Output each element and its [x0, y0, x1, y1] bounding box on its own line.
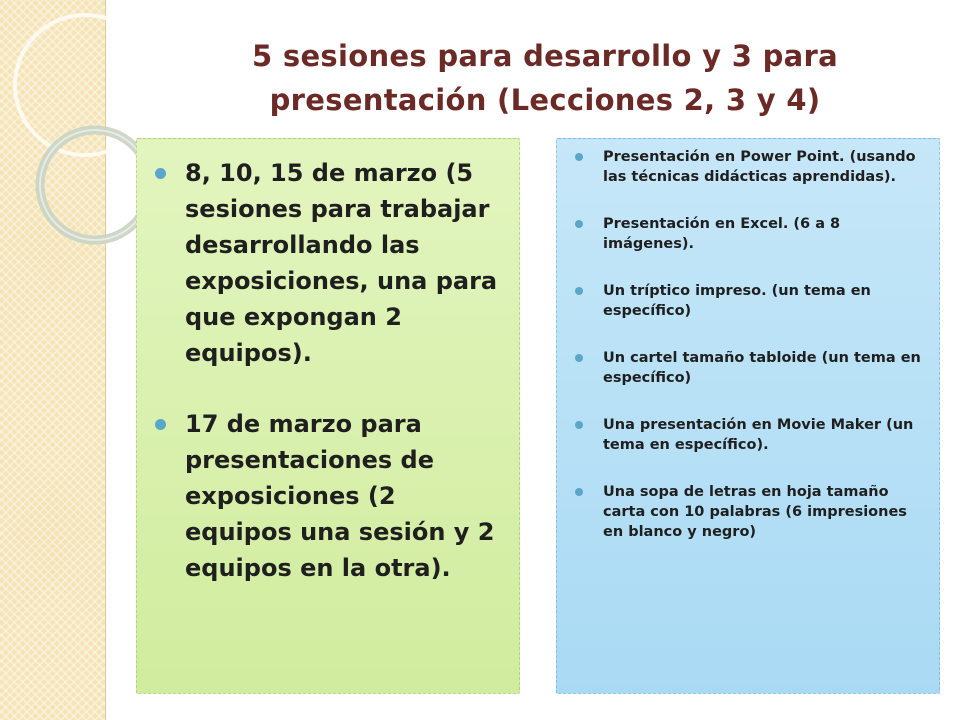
bullet-icon [575, 220, 583, 228]
right-bullet-list [575, 147, 931, 569]
bullet-icon [575, 421, 583, 429]
list-item-text: Presentación en Power Point. (usando las técnicas didácticas aprendidas). [603, 149, 916, 185]
list-item [155, 155, 505, 371]
list-item-text: Un tríptico impreso. (un tema en específico) [603, 283, 871, 319]
list-item [155, 406, 505, 586]
slide-title-line-1: 5 sesiones para desarrollo y 3 para [252, 39, 838, 73]
list-item [575, 214, 931, 254]
list-item [575, 281, 931, 321]
list-item [575, 147, 931, 187]
list-item [575, 348, 931, 388]
bullet-icon [575, 287, 583, 295]
list-item-text: Un cartel tamaño tabloide (un tema en específico) [603, 350, 921, 386]
list-item [575, 482, 931, 542]
slide-title-line-2: presentación (Lecciones 2, 3 y 4) [269, 83, 821, 117]
list-item-text: Presentación en Excel. (6 a 8 imágenes). [603, 216, 841, 252]
left-panel [136, 138, 520, 694]
bullet-icon [155, 168, 166, 179]
list-item [575, 415, 931, 455]
list-item-text: 17 de marzo para presentaciones de exposiciones (2 equipos una sesión y 2 equipos en la otra). [185, 410, 495, 582]
slide-title [150, 34, 940, 122]
list-item-text: 8, 10, 15 de marzo (5 sesiones para trabajar desarrollando las exposiciones, una para que expongan 2 equipos). [185, 159, 498, 367]
bullet-icon [575, 488, 583, 496]
list-item-text: Una presentación en Movie Maker (un tema en específico). [603, 417, 914, 453]
bullet-icon [155, 419, 166, 430]
bullet-icon [575, 153, 583, 161]
left-bullet-list [155, 155, 505, 621]
list-item-text: Una sopa de letras en hoja tamaño carta con 10 palabras (6 impresiones en blanco y negro) [603, 484, 907, 540]
right-panel [556, 138, 940, 694]
bullet-icon [575, 354, 583, 362]
